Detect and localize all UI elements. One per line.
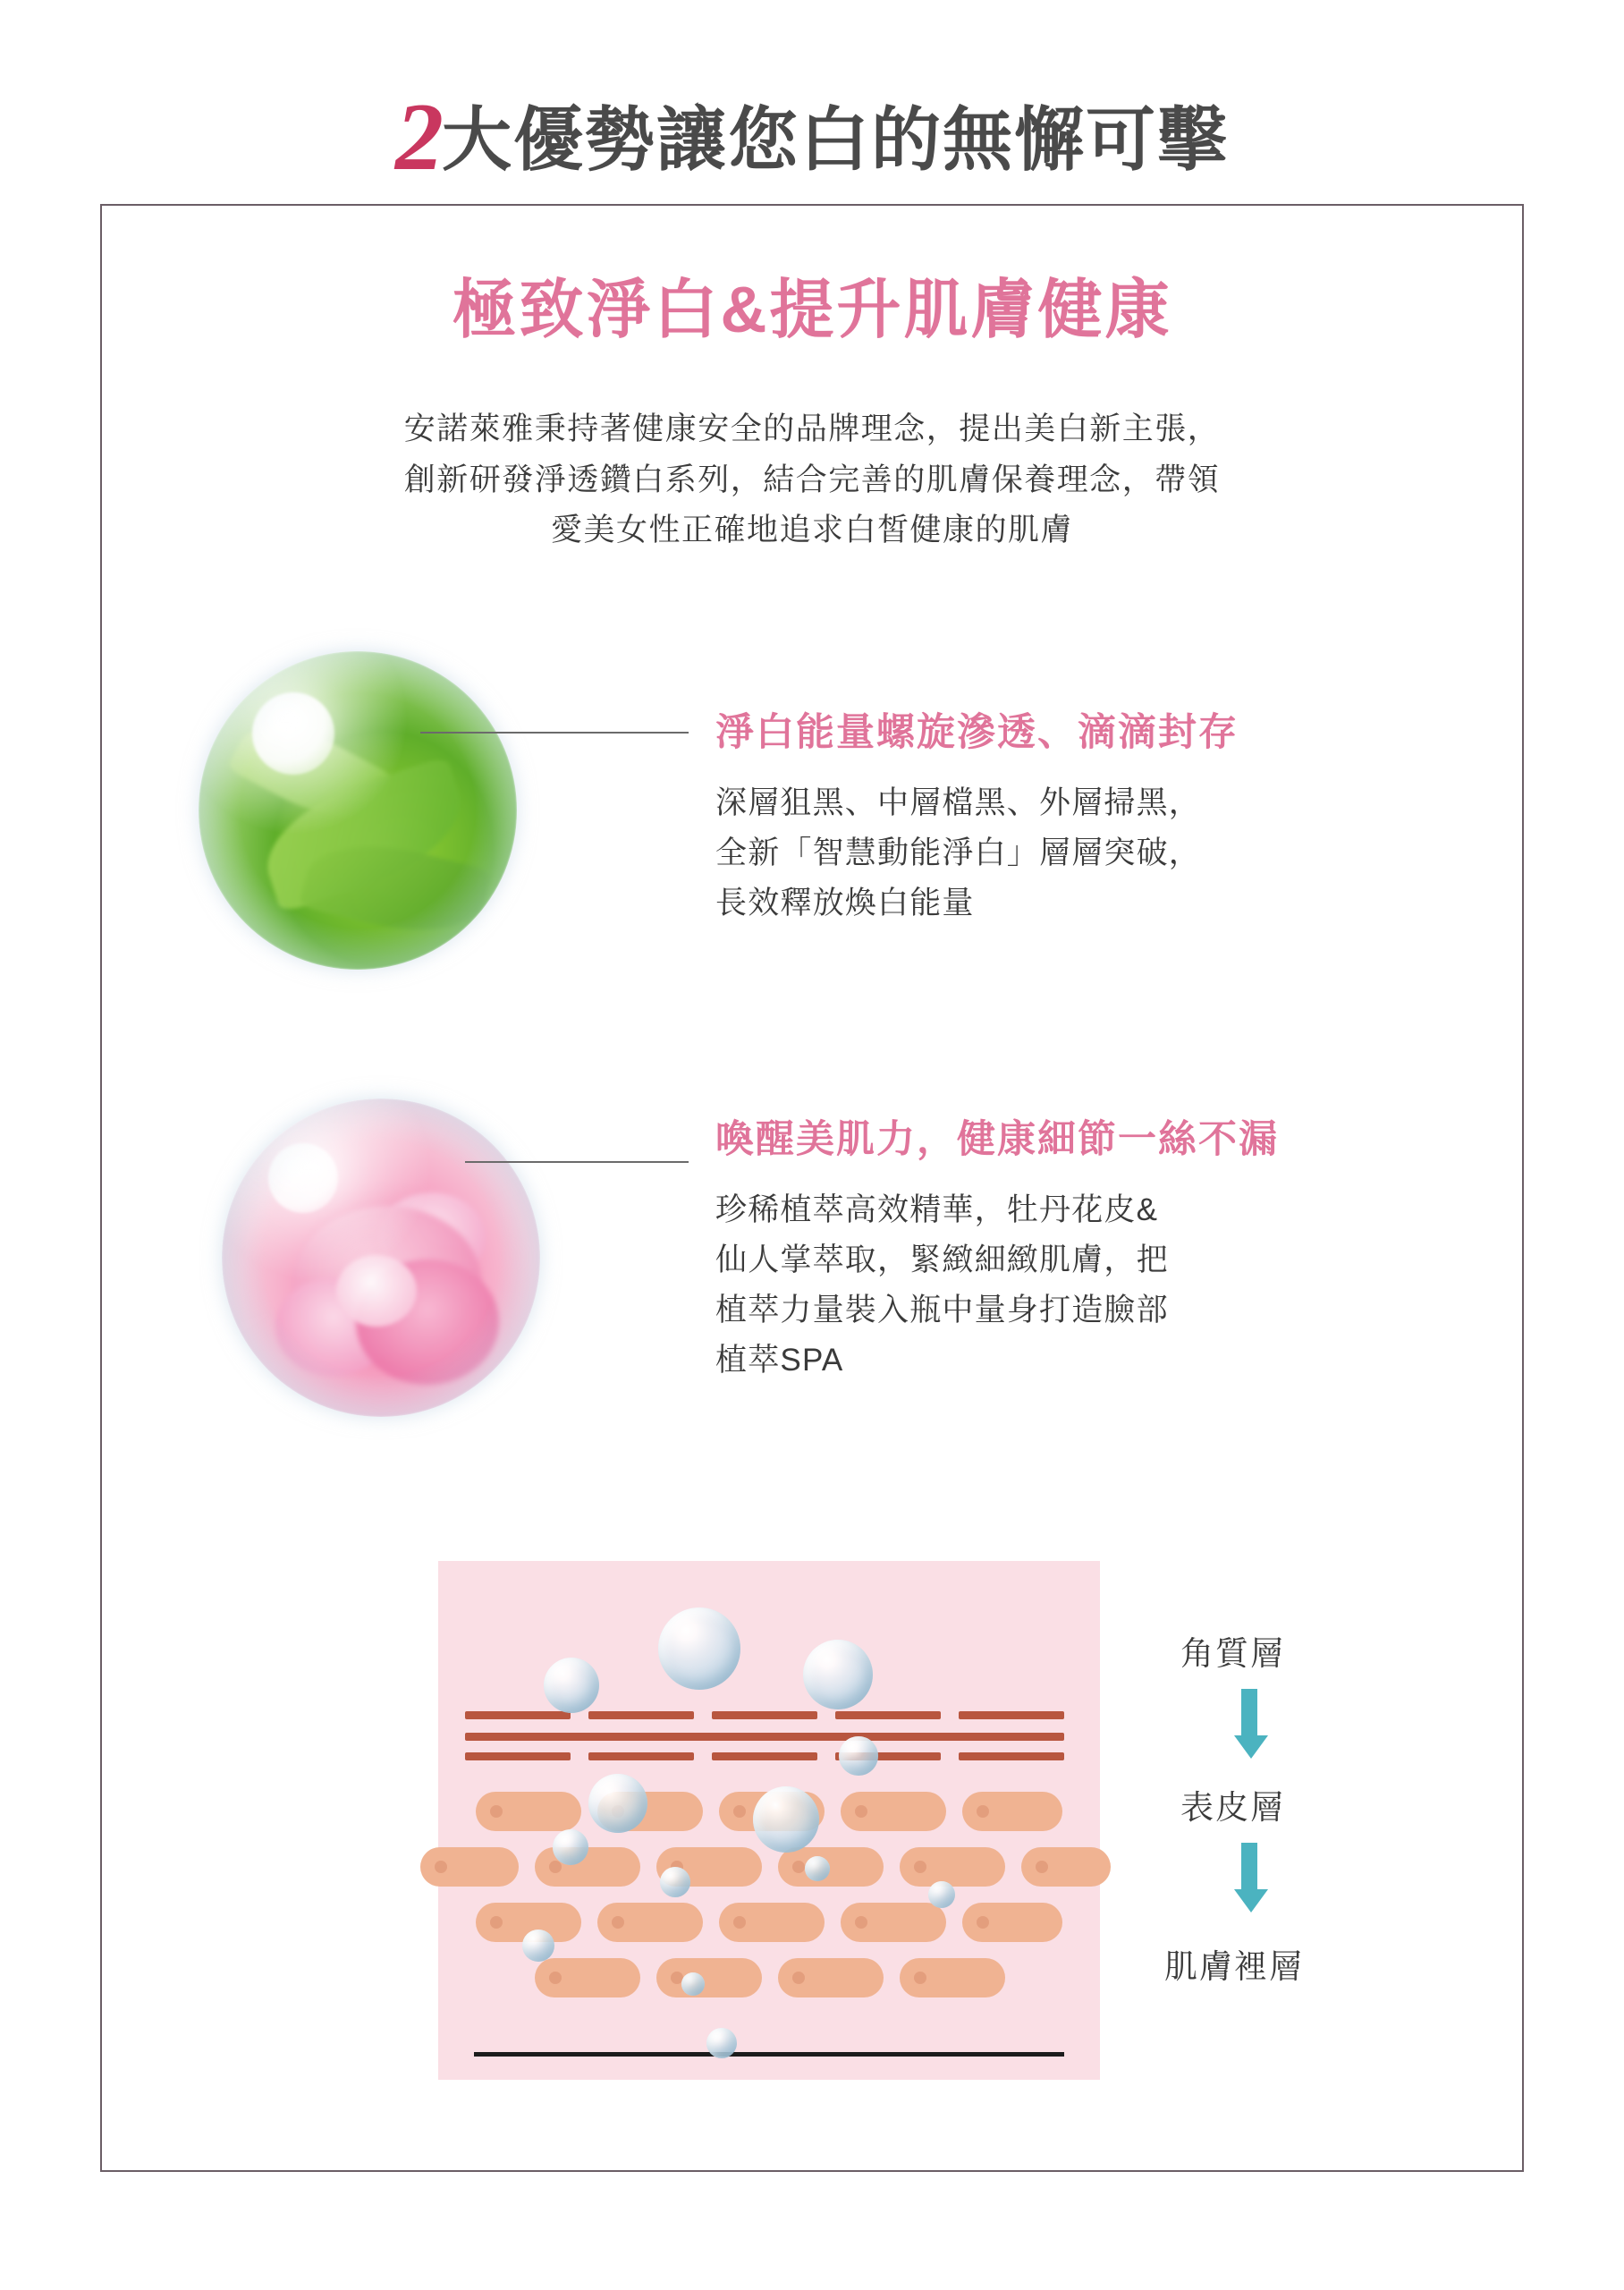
cell-nucleus (549, 1972, 562, 1984)
bubble-sheen (199, 651, 517, 970)
corneum-segment (588, 1752, 694, 1760)
feature-1-title: 淨白能量螺旋滲透、滴滴封存 (715, 711, 1239, 754)
skin-cell (900, 1958, 1005, 1997)
essence-droplet (588, 1774, 647, 1833)
feature-2-body-line-1: 珍稀植萃高效精華，牡丹花皮& (715, 1192, 1159, 1227)
intro-line-3: 愛美女性正確地追求白皙健康的肌膚 (550, 513, 1073, 548)
feature-1-body-line-3: 長效釋放煥白能量 (715, 886, 975, 920)
skin-cell (841, 1903, 946, 1942)
skin-cell (778, 1958, 884, 1997)
layer-label-stratum-corneum: 角質層 (1180, 1635, 1285, 1672)
skin-cell (476, 1792, 581, 1831)
essence-droplet (839, 1736, 878, 1776)
headline-number: 2 (394, 84, 442, 191)
cell-nucleus (977, 1916, 989, 1929)
skin-cell (420, 1847, 519, 1887)
down-arrow-icon (1234, 1689, 1265, 1759)
essence-droplet (553, 1829, 588, 1865)
skin-cell (841, 1792, 946, 1831)
skin-cell (535, 1958, 640, 1997)
feature-1-body (715, 778, 1201, 929)
intro-line-2: 創新研發淨透鑽白系列，結合完善的肌膚保養理念，帶領 (403, 462, 1221, 497)
headline-container (0, 84, 1624, 191)
layer-label-inner-skin: 肌膚裡層 (1164, 1948, 1304, 1985)
skin-cell (597, 1903, 703, 1942)
cell-nucleus (977, 1805, 989, 1818)
feature-1-lead-line (420, 732, 689, 734)
sub-headline: 極致淨白&提升肌膚健康 (452, 275, 1172, 346)
cell-nucleus (792, 1972, 805, 1984)
corneum-solid-line (465, 1733, 1064, 1741)
arrow-shaft (1241, 1843, 1257, 1889)
corneum-segment (959, 1711, 1064, 1719)
essence-droplet (681, 1972, 705, 1996)
diagram-base-line (474, 2052, 1064, 2057)
cell-nucleus (855, 1916, 867, 1929)
skin-cell (778, 1847, 884, 1887)
cell-nucleus (733, 1916, 746, 1929)
arrow-shaft (1241, 1689, 1257, 1735)
feature-2-body-line-3: 植萃力量裝入瓶中量身打造臉部 (715, 1293, 1169, 1327)
feature-2-body (715, 1185, 1169, 1386)
arrow-head (1234, 1889, 1268, 1913)
feature-2-lead-line (465, 1161, 689, 1163)
essence-droplet (544, 1658, 599, 1713)
feature-2-body-line-2: 仙人掌萃取，緊緻細緻肌膚，把 (715, 1243, 1169, 1277)
bubble-sheen (222, 1098, 540, 1417)
skin-cell (962, 1903, 1062, 1942)
corneum-segment (712, 1752, 817, 1760)
essence-droplet (660, 1867, 690, 1897)
essence-droplet (803, 1640, 873, 1709)
green-leaf-bubble-image (199, 651, 517, 970)
cell-nucleus (1036, 1861, 1048, 1873)
cell-nucleus (855, 1805, 867, 1818)
corneum-segment (835, 1711, 941, 1719)
pink-peony-bubble-image (222, 1098, 540, 1417)
cell-nucleus (914, 1861, 926, 1873)
cell-nucleus (490, 1805, 503, 1818)
cell-nucleus (612, 1916, 624, 1929)
cell-nucleus (733, 1805, 746, 1818)
corneum-segment (465, 1711, 571, 1719)
corneum-segment (465, 1752, 571, 1760)
cell-nucleus (490, 1916, 503, 1929)
cell-nucleus (914, 1972, 926, 1984)
feature-1-body-line-1: 深層狙黑、中層檔黑、外層掃黑， (715, 785, 1202, 820)
essence-droplet (805, 1856, 830, 1881)
essence-droplet (928, 1881, 955, 1908)
skin-penetration-diagram (438, 1561, 1100, 2080)
corneum-segment (588, 1711, 694, 1719)
feature-2-title: 喚醒美肌力，健康細節一絲不漏 (715, 1118, 1279, 1161)
skin-cell (719, 1903, 825, 1942)
essence-droplet (706, 2028, 737, 2058)
cell-nucleus (792, 1861, 805, 1873)
skin-cell (656, 1958, 762, 1997)
headline-text: 大優勢讓您白的無懈可擊 (441, 100, 1229, 179)
layer-label-epidermis: 表皮層 (1180, 1789, 1285, 1826)
skin-cell (1021, 1847, 1111, 1887)
corneum-segment (959, 1752, 1064, 1760)
skin-cell (962, 1792, 1062, 1831)
skin-cell (535, 1847, 640, 1887)
intro-line-1: 安諾萊雅秉持著健康安全的品牌理念，提出美白新主張， (403, 411, 1221, 446)
down-arrow-icon (1234, 1843, 1265, 1913)
cell-nucleus (549, 1861, 562, 1873)
headline (372, 84, 1252, 191)
intro-paragraph (213, 404, 1411, 556)
essence-droplet (753, 1786, 819, 1853)
skin-cell (900, 1847, 1005, 1887)
corneum-segment (712, 1711, 817, 1719)
cell-nucleus (435, 1861, 447, 1873)
feature-1-body-line-2: 全新「智慧動能淨白」層層突破， (715, 835, 1202, 870)
essence-droplet (522, 1930, 554, 1962)
feature-2-body-line-4: 植萃SPA (715, 1343, 844, 1378)
essence-droplet (658, 1607, 740, 1690)
arrow-head (1234, 1735, 1268, 1759)
